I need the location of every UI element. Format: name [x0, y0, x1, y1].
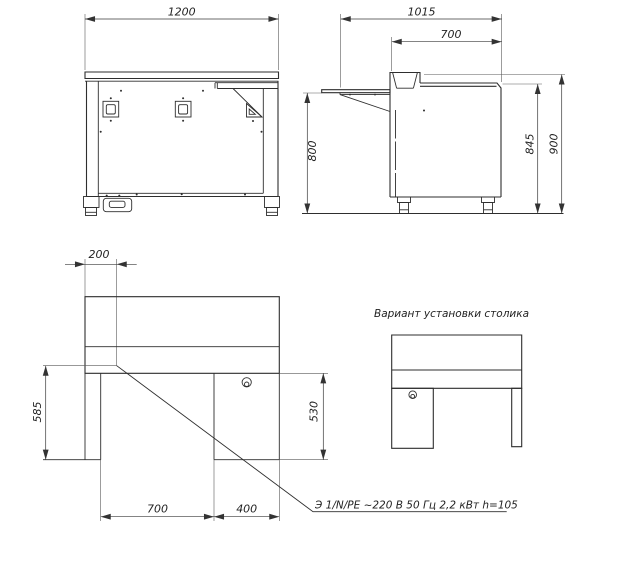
control-button-left [103, 97, 119, 122]
dim-table-width: 400 [236, 502, 258, 516]
bracket-gusset [247, 104, 263, 118]
panel-rivets [100, 90, 263, 197]
control-button-center [175, 97, 191, 122]
variant-drain-hole-icon [409, 391, 417, 399]
terminal-box [103, 198, 131, 211]
plan-view [31, 248, 518, 521]
power-note: Э 1/N/PE ~220 В 50 Гц 2,2 кВт h=105 [315, 499, 518, 512]
dim-body-width: 700 [147, 502, 168, 516]
variant-table-leg [512, 388, 522, 446]
side-table-profile [322, 90, 390, 112]
dim-front-width: 1200 [167, 5, 196, 19]
dim-total-depth: 1015 [407, 5, 436, 19]
table-variant-view [374, 308, 529, 448]
dim-table-height: 800 [306, 140, 319, 162]
pan-rim-profile [390, 73, 420, 93]
side-view [302, 6, 565, 214]
dim-body-depth: 700 [440, 28, 462, 41]
drain-hole-icon [242, 378, 251, 387]
power-leader-line [117, 366, 507, 512]
dim-left-depth: 585 [31, 401, 44, 423]
variant-caption: Вариант установки столика [373, 308, 530, 320]
front-legs [84, 197, 280, 216]
side-legs [398, 197, 495, 214]
dim-corner-offset: 200 [88, 248, 110, 261]
dim-right-depth: 530 [307, 401, 321, 422]
dim-overall-height: 900 [547, 133, 561, 155]
dim-body-height: 845 [523, 133, 537, 155]
side-body [390, 83, 501, 197]
front-view [84, 6, 280, 216]
variant-body-footprint [392, 388, 434, 448]
